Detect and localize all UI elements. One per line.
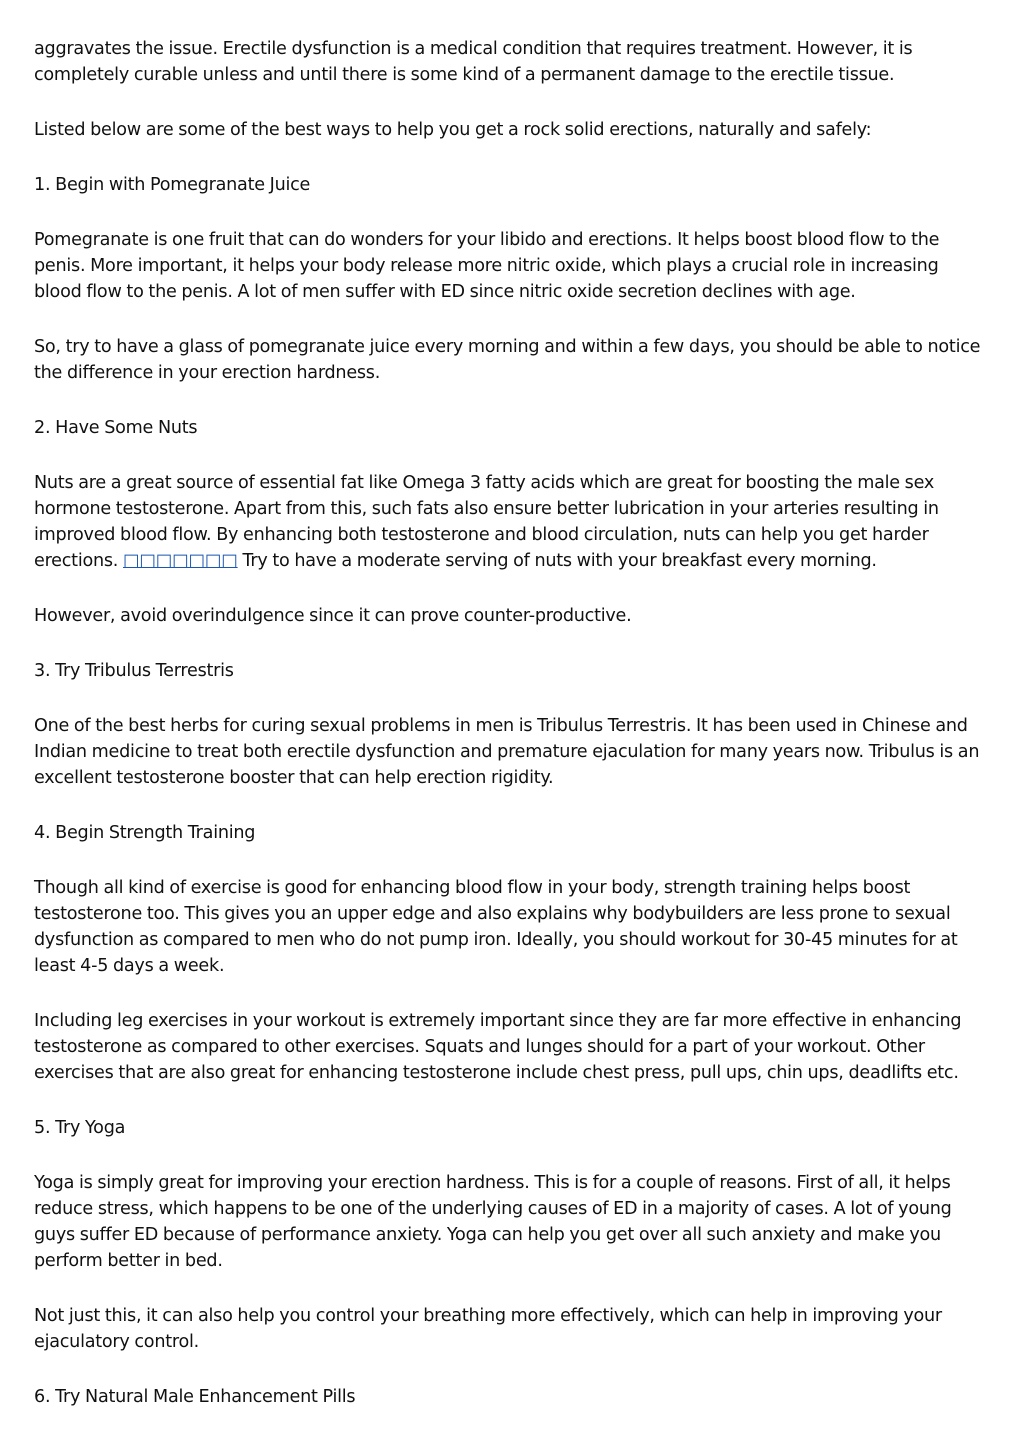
section-heading-tribulus: 3. Try Tribulus Terrestris: [34, 661, 234, 681]
paragraph-intro-continuation: aggravates the issue. Erectile dysfunction is a medical condition that requires treatment. However, it is completely curable unless and until there is some kind of a permanent damage to the erectile tissue.: [34, 39, 913, 85]
paragraph-nuts-text-end: Try to have a moderate serving of nuts with your breakfast every morning.: [237, 551, 877, 571]
inline-link[interactable]: □□□□□□□: [122, 551, 238, 571]
section-heading-nuts: 2. Have Some Nuts: [34, 418, 198, 438]
paragraph-nuts-text-start: Nuts are a great source of essential fat like Omega 3 fatty acids which are great for boosting the male sex hormone testosterone. Apart from this, such fats also ensure better lubrication in your arteries resulting in improved blood flow. By enhancing both testosterone and blood circulation, nuts can help you get harder erections.: [34, 473, 939, 571]
paragraph-pomegranate-advice: So, try to have a glass of pomegranate juice every morning and within a few days, you should be able to notice the difference in your erection hardness.: [34, 337, 981, 383]
section-heading-yoga: 5. Try Yoga: [34, 1118, 126, 1138]
paragraph-strength-training: Though all kind of exercise is good for enhancing blood flow in your body, strength training helps boost testosterone too. This gives you an upper edge and also explains why bodybuilders are less prone to sexual dysfunction as compared to men who do not pump iron. Ideally, you should workout for 30-45 minutes for at least 4-5 days a week.: [34, 878, 958, 976]
paragraph-yoga: Yoga is simply great for improving your erection hardness. This is for a couple of reasons. First of all, it helps reduce stress, which happens to be one of the underlying causes of ED in a majority of cases. A lot of young guys suffer ED because of performance anxiety. Yoga can help you get over all such anxiety and make you perform better in bed.: [34, 1173, 952, 1271]
paragraph-yoga-breathing: Not just this, it can also help you control your breathing more effectively, which can help in improving your ejaculatory control.: [34, 1306, 942, 1352]
paragraph-nuts: [34, 470, 990, 574]
paragraph-list-intro: Listed below are some of the best ways to help you get a rock solid erections, naturally and safely:: [34, 120, 872, 140]
section-heading-pomegranate: 1. Begin with Pomegranate Juice: [34, 175, 311, 195]
section-heading-enhancement-pills: 6. Try Natural Male Enhancement Pills: [34, 1387, 356, 1407]
paragraph-tribulus: One of the best herbs for curing sexual problems in men is Tribulus Terrestris. It has been used in Chinese and Indian medicine to treat both erectile dysfunction and premature ejaculation for many years now. Tribulus is an excellent testosterone booster that can help erection rigidity.: [34, 716, 980, 788]
paragraph-pomegranate-benefits: Pomegranate is one fruit that can do wonders for your libido and erections. It helps boost blood flow to the penis. More important, it helps your body release more nitric oxide, which plays a crucial role in increasing blood flow to the penis. A lot of men suffer with ED since nitric oxide secretion declines with age.: [34, 230, 940, 302]
section-heading-strength-training: 4. Begin Strength Training: [34, 823, 256, 843]
paragraph-leg-exercises: Including leg exercises in your workout is extremely important since they are far more effective in enhancing testosterone as compared to other exercises. Squats and lunges should for a part of your workout. Other exercises that are also great for enhancing testosterone include chest press, pull ups, chin ups, deadlifts etc.: [34, 1011, 962, 1083]
paragraph-nuts-caution: However, avoid overindulgence since it can prove counter-productive.: [34, 606, 632, 626]
